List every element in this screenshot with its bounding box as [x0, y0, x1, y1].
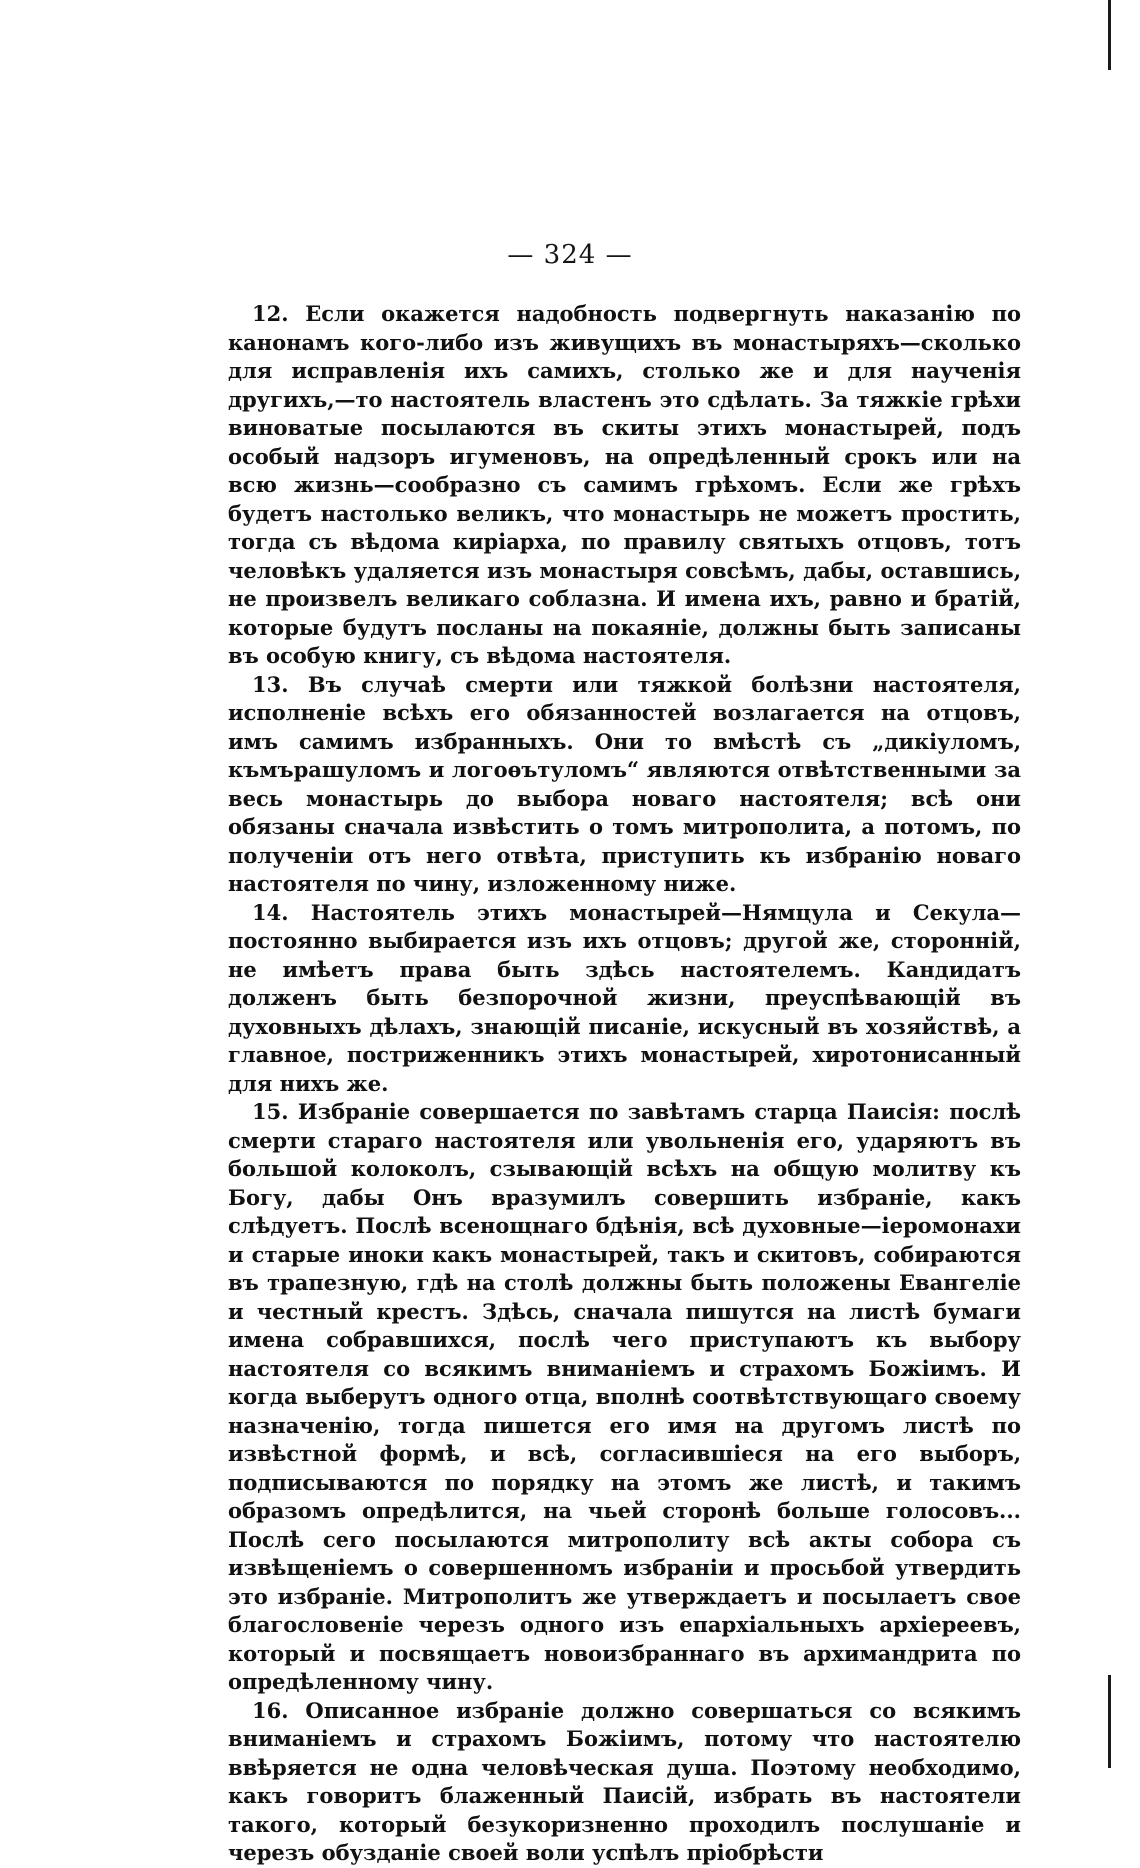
scan-edge-line-bottom	[1108, 1675, 1111, 1768]
page-number: — 324 —	[507, 240, 633, 270]
paragraph-13: 13. Въ случаѣ смерти или тяжкой болѣзни настоятеля, исполненіе всѣхъ его обязанностей возлагается на отцовъ, имъ самимъ избранныхъ. Они то вмѣстѣ съ „дикіуломъ, къмърашуломъ и логоѳътуломъ“ являются отвѣтственными за весь монастырь до выбора новаго настоятеля; всѣ они обязаны сначала извѣстить о томъ митрополита, а потомъ, по полученіи отъ него отвѣта, приступить къ избранію новаго настоятеля по чину, изложенному ниже.	[228, 671, 1021, 896]
paragraph-16: 16. Описанное избраніе должно совершаться со всякимъ вниманіемъ и страхомъ Божіимъ, потому что настоятелю ввѣряется не одна человѣческая душа. Поэтому необходимо, какъ говоритъ блаженный Паисій, избрать въ настоятели такого, который безукоризненно проходилъ послушаніе и черезъ обузданіе своей воли успѣлъ пріобрѣсти	[228, 1697, 1021, 1865]
body-text	[228, 300, 1021, 1868]
paragraph-12: 12. Если окажется надобность подвергнуть наказанію по канонамъ кого-либо изъ живущихъ въ монастыряхъ—сколько для исправленія ихъ самихъ, столько же и для наученія другихъ,—то настоятель властенъ это сдѣлать. За тяжкіе грѣхи виноватые посылаются въ скиты этихъ монастырей, подъ особый надзоръ игуменовъ, на опредѣленный срокъ или на всю жизнь—сообразно съ самимъ грѣхомъ. Если же грѣхъ будетъ настолько великъ, что монастырь не можетъ простить, тогда съ вѣдома киріарха, по правилу святыхъ отцовъ, тотъ человѣкъ удаляется изъ монастыря совсѣмъ, дабы, оставшись, не произвелъ великаго соблазна. И имена ихъ, равно и братій, которые будутъ посланы на покаяніе, должны быть записаны въ особую книгу, съ вѣдома настоятеля.	[228, 301, 1021, 668]
paragraph-15: 15. Избраніе совершается по завѣтамъ старца Паисія: послѣ смерти стараго настоятеля или увольненія его, ударяютъ въ большой колоколъ, сзывающій всѣхъ на общую молитву къ Богу, дабы Онъ вразумилъ совершить избраніе, какъ слѣдуетъ. Послѣ всенощнаго бдѣнія, всѣ духовные—іеромонахи и старые иноки какъ монастырей, такъ и скитовъ, собираются въ трапезную, гдѣ на столѣ должны быть положены Евангеліе и честный крестъ. Здѣсь, сначала пишутся на листѣ бумаги имена собравшихся, послѣ чего приступаютъ къ выбору настоятеля со всякимъ вниманіемъ и страхомъ Божіимъ. И когда выберутъ одного отца, вполнѣ соотвѣтствующаго своему назначенію, тогда пишется его имя на другомъ листѣ по извѣстной формѣ, и всѣ, согласившіеся на его выборъ, подписываются по порядку на этомъ же листѣ, и такимъ образомъ опредѣлится, на чьей сторонѣ больше голосовъ... Послѣ сего посылаются митрополиту всѣ акты собора съ извѣщеніемъ о совершенномъ избраніи и просьбой утвердить это избраніе. Митрополитъ же утверждаетъ и посылаетъ свое благословеніе черезъ одного изъ епархіальныхъ архіереевъ, который и посвящаетъ новоизбраннаго въ архимандрита по опредѣленному чину.	[228, 1099, 1021, 1694]
paragraph-14: 14. Настоятель этихъ монастырей—Нямцула и Секула—постоянно выбирается изъ ихъ отцовъ; другой же, сторонній, не имѣетъ права быть здѣсь настоятелемъ. Кандидатъ долженъ быть безпорочной жизни, преуспѣвающій въ духовныхъ дѣлахъ, знающій писаніе, искусный въ хозяйствѣ, а главное, постриженникъ этихъ монастырей, хиротонисанный для нихъ же.	[228, 899, 1021, 1096]
scan-edge-line-top	[1108, 0, 1111, 70]
